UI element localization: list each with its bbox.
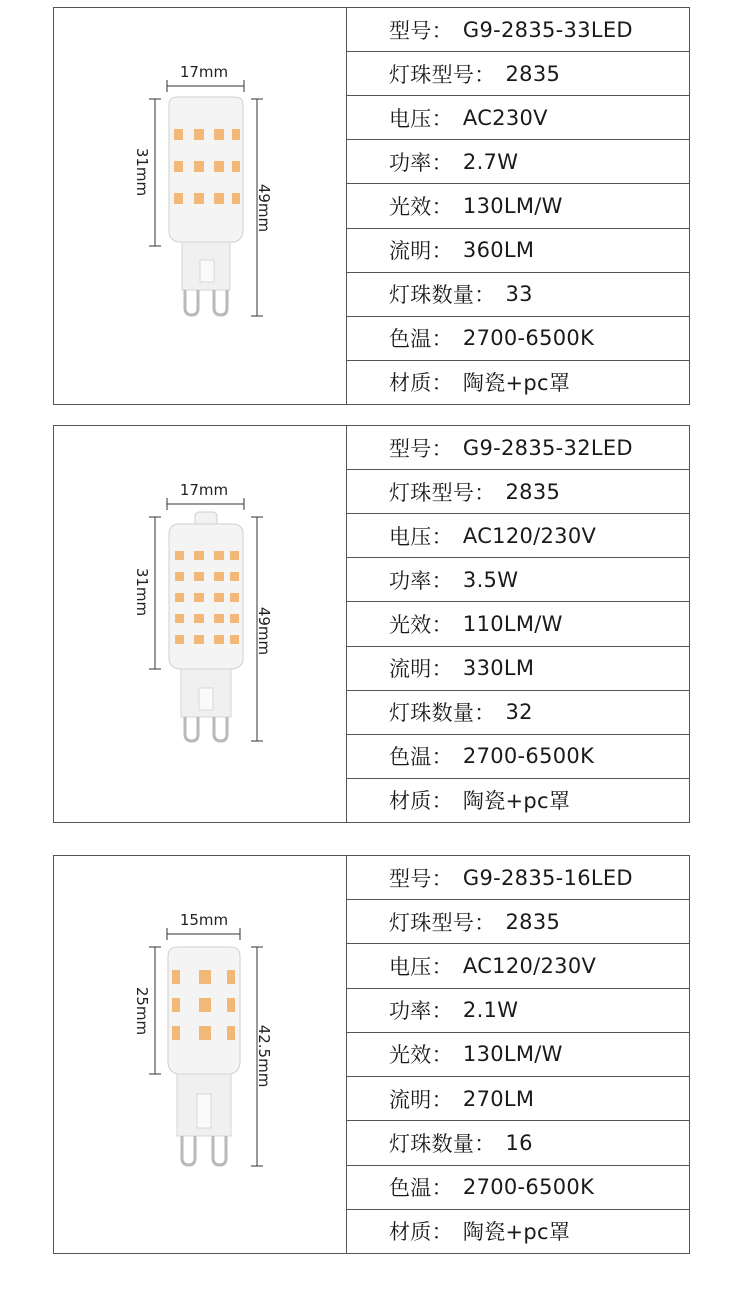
spec-value: 2.1W bbox=[462, 998, 519, 1023]
spec-value: 3.5W bbox=[462, 567, 519, 592]
total-height-dimension: 49mm bbox=[255, 606, 273, 656]
spec-label: 灯珠数量： bbox=[389, 283, 496, 308]
spec-label: 电压： bbox=[389, 106, 453, 131]
spec-label: 电压： bbox=[389, 524, 453, 549]
spec-label: 功率： bbox=[389, 150, 453, 175]
spec-label: 光效： bbox=[389, 194, 453, 219]
spec-label: 色温： bbox=[389, 327, 453, 352]
spec-value: 33 bbox=[505, 282, 533, 307]
spec-value: AC120/230V bbox=[462, 523, 597, 548]
spec-label: 型号： bbox=[389, 436, 453, 461]
spec-value: G9-2835-32LED bbox=[462, 435, 633, 460]
spec-row-lumens bbox=[346, 1077, 689, 1121]
spec-row-voltage bbox=[346, 944, 689, 988]
spec-label: 色温： bbox=[389, 745, 453, 770]
spec-value: 2835 bbox=[505, 909, 561, 934]
spec-label: 材质： bbox=[389, 789, 453, 814]
spec-label: 灯珠型号： bbox=[389, 62, 496, 87]
spec-row-led-count bbox=[346, 1121, 689, 1165]
spec-value: 130LM/W bbox=[462, 1042, 563, 1067]
spec-label: 流明： bbox=[389, 657, 453, 682]
spec-label: 流明： bbox=[389, 1087, 453, 1112]
spec-value: G9-2835-33LED bbox=[462, 17, 633, 42]
spec-row-material bbox=[346, 779, 689, 822]
spec-row-power bbox=[346, 140, 689, 184]
spec-label: 色温： bbox=[389, 1176, 453, 1201]
spec-value: AC120/230V bbox=[462, 954, 597, 979]
spec-label: 型号： bbox=[389, 18, 453, 43]
spec-value: 2700-6500K bbox=[462, 744, 595, 769]
spec-row-lumens bbox=[346, 229, 689, 273]
product-card-2 bbox=[53, 425, 690, 823]
spec-label: 光效： bbox=[389, 1043, 453, 1068]
body-height-dimension: 31mm bbox=[133, 147, 151, 197]
spec-value: 2700-6500K bbox=[462, 1175, 595, 1200]
spec-value: 陶瓷+pc罩 bbox=[462, 1220, 571, 1245]
spec-row-led-type bbox=[346, 900, 689, 944]
spec-row-efficacy bbox=[346, 184, 689, 228]
spec-value: 32 bbox=[505, 700, 533, 725]
spec-row-model bbox=[346, 8, 689, 52]
spec-value: 2835 bbox=[505, 61, 561, 86]
spec-value: 陶瓷+pc罩 bbox=[462, 371, 571, 396]
spec-label: 电压： bbox=[389, 955, 453, 980]
total-height-dimension: 42.5mm bbox=[255, 1024, 273, 1088]
width-dimension: 17mm bbox=[179, 481, 229, 499]
spec-value: 110LM/W bbox=[462, 611, 563, 636]
product-card-1 bbox=[53, 7, 690, 405]
body-height-dimension: 25mm bbox=[133, 986, 151, 1036]
spec-row-led-type bbox=[346, 470, 689, 514]
spec-value: 2700-6500K bbox=[462, 326, 595, 351]
spec-row-led-count bbox=[346, 273, 689, 317]
spec-row-power bbox=[346, 989, 689, 1033]
product-image-cell bbox=[54, 8, 347, 404]
spec-value: 270LM bbox=[462, 1086, 535, 1111]
total-height-dimension: 49mm bbox=[255, 183, 273, 233]
spec-row-efficacy bbox=[346, 1033, 689, 1077]
spec-value: 陶瓷+pc罩 bbox=[462, 789, 571, 814]
width-dimension: 17mm bbox=[179, 63, 229, 81]
spec-row-led-type bbox=[346, 52, 689, 96]
spec-value: 330LM bbox=[462, 656, 535, 681]
product-image-cell bbox=[54, 856, 347, 1253]
spec-value: G9-2835-16LED bbox=[462, 865, 633, 890]
spec-row-voltage bbox=[346, 514, 689, 558]
spec-table bbox=[346, 426, 689, 822]
spec-table bbox=[346, 8, 689, 404]
spec-label: 流明： bbox=[389, 239, 453, 264]
spec-row-efficacy bbox=[346, 602, 689, 646]
spec-row-led-count bbox=[346, 691, 689, 735]
spec-value: 130LM/W bbox=[462, 193, 563, 218]
spec-value: 16 bbox=[505, 1130, 533, 1155]
spec-row-voltage bbox=[346, 96, 689, 140]
spec-row-model bbox=[346, 426, 689, 470]
spec-label: 材质： bbox=[389, 1220, 453, 1245]
spec-value: 2.7W bbox=[462, 149, 519, 174]
spec-label: 灯珠数量： bbox=[389, 1131, 496, 1156]
spec-label: 功率： bbox=[389, 568, 453, 593]
spec-label: 功率： bbox=[389, 999, 453, 1024]
bulb-diagram bbox=[54, 8, 346, 406]
spec-value: 360LM bbox=[462, 238, 535, 263]
spec-row-color-temp bbox=[346, 317, 689, 361]
spec-value: AC230V bbox=[462, 105, 548, 130]
product-image-cell bbox=[54, 426, 347, 822]
spec-label: 光效： bbox=[389, 612, 453, 637]
spec-label: 材质： bbox=[389, 371, 453, 396]
spec-row-material bbox=[346, 1210, 689, 1253]
spec-label: 灯珠数量： bbox=[389, 701, 496, 726]
width-dimension: 15mm bbox=[179, 911, 229, 929]
spec-value: 2835 bbox=[505, 479, 561, 504]
bulb-diagram bbox=[54, 426, 346, 824]
spec-row-lumens bbox=[346, 647, 689, 691]
spec-label: 灯珠型号： bbox=[389, 480, 496, 505]
spec-table bbox=[346, 856, 689, 1253]
body-height-dimension: 31mm bbox=[133, 567, 151, 617]
bulb-diagram bbox=[54, 856, 346, 1255]
product-card-3 bbox=[53, 855, 690, 1254]
spec-label: 灯珠型号： bbox=[389, 910, 496, 935]
spec-label: 型号： bbox=[389, 866, 453, 891]
spec-row-color-temp bbox=[346, 735, 689, 779]
spec-row-power bbox=[346, 558, 689, 602]
spec-row-model bbox=[346, 856, 689, 900]
spec-row-color-temp bbox=[346, 1166, 689, 1210]
spec-row-material bbox=[346, 361, 689, 404]
